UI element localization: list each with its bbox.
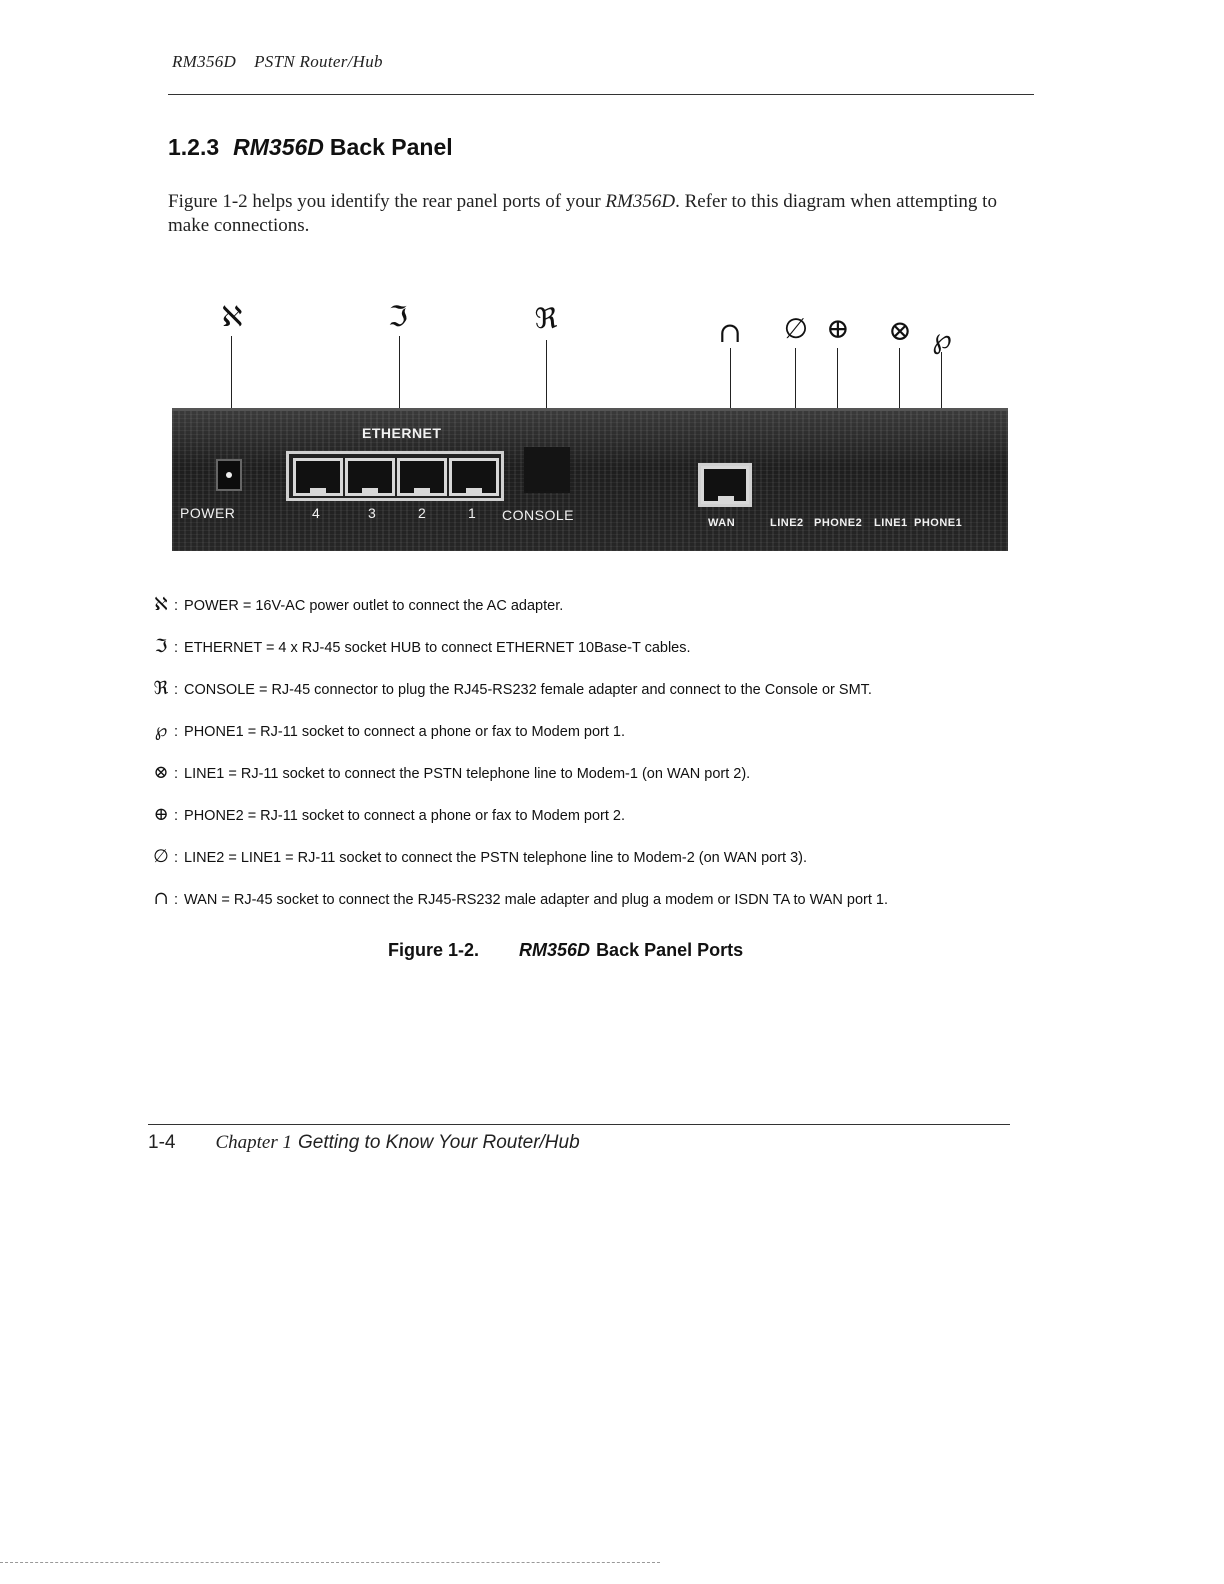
section-number: 1.2.3 bbox=[168, 134, 220, 160]
panel-label-port1: 1 bbox=[468, 505, 477, 521]
leader-line-ethernet bbox=[399, 336, 400, 418]
legend-symbol: ⊗ bbox=[153, 762, 169, 783]
panel-label-line1: LINE1 bbox=[874, 517, 908, 529]
callout-phone1-symbol: ℘ bbox=[932, 322, 952, 355]
intro-part2: . Refer to this diagram when attempting to make connections. bbox=[168, 191, 997, 236]
console-port bbox=[524, 447, 570, 493]
footer-chapter: Chapter 1 bbox=[215, 1132, 292, 1153]
ethernet-port-1 bbox=[449, 458, 499, 496]
legend-text: POWER = 16V-AC power outlet to connect the AC adapter. bbox=[184, 598, 564, 614]
callout-line1-symbol: ⊗ bbox=[888, 314, 912, 347]
panel-label-ethernet: ETHERNET bbox=[362, 425, 442, 441]
back-panel-image bbox=[172, 408, 1008, 551]
running-header bbox=[172, 52, 383, 72]
legend-text: WAN = RJ-45 socket to connect the RJ45-RS232 male adapter and plug a modem or ISDN TA to WAN port 1. bbox=[184, 892, 889, 908]
legend-symbol: ℜ bbox=[153, 678, 169, 699]
legend-symbol: ⊕ bbox=[153, 804, 169, 825]
caption-title: Back Panel Ports bbox=[596, 940, 744, 960]
legend-text: PHONE2 = RJ-11 socket to connect a phone or fax to Modem port 2. bbox=[184, 808, 626, 824]
section-heading bbox=[168, 134, 453, 161]
panel-label-wan: WAN bbox=[708, 517, 736, 529]
legend-text: PHONE1 = RJ-11 socket to connect a phone or fax to Modem port 1. bbox=[184, 724, 626, 740]
caption-model: RM356D bbox=[519, 940, 591, 960]
intro-paragraph bbox=[168, 190, 1008, 238]
running-footer bbox=[148, 1132, 580, 1154]
ethernet-port-4 bbox=[293, 458, 343, 496]
figure-number: Figure 1-2. bbox=[388, 940, 480, 960]
legend-text: LINE2 = LINE1 = RJ-11 socket to connect the PSTN telephone line to Modem-2 (on WAN port 3). bbox=[184, 850, 808, 866]
legend-item-line1: ⊗ : LINE1 = RJ-11 socket to connect the PSTN telephone line to Modem-1 (on WAN port 2). bbox=[150, 762, 750, 783]
wan-socket bbox=[701, 466, 749, 504]
power-jack bbox=[216, 459, 242, 491]
header-product: PSTN Router/Hub bbox=[254, 52, 383, 71]
legend-symbol: ∅ bbox=[153, 846, 169, 867]
section-model: RM356D bbox=[233, 134, 324, 160]
legend-text: LINE1 = RJ-11 socket to connect the PSTN telephone line to Modem-1 (on WAN port 2). bbox=[184, 766, 751, 782]
legend-symbol: ℑ bbox=[154, 636, 168, 657]
footer-title: Getting to Know Your Router/Hub bbox=[298, 1132, 580, 1153]
wan-port bbox=[698, 463, 752, 507]
legend-item-phone1: ℘ : PHONE1 = RJ-11 socket to connect a phone or fax to Modem port 1. bbox=[150, 720, 625, 741]
section-title-text: Back Panel bbox=[329, 134, 453, 160]
panel-label-port3: 3 bbox=[368, 505, 377, 521]
panel-label-console: CONSOLE bbox=[502, 507, 574, 523]
header-model: RM356D bbox=[172, 52, 237, 71]
panel-label-power: POWER bbox=[180, 505, 236, 521]
legend-item-power: ℵ : POWER = 16V-AC power outlet to connect the AC adapter. bbox=[150, 594, 563, 615]
scan-edge-line bbox=[0, 1562, 660, 1563]
callout-phone2-symbol: ⊕ bbox=[826, 312, 850, 345]
panel-label-port4: 4 bbox=[312, 505, 321, 521]
panel-label-phone2: PHONE2 bbox=[814, 517, 863, 529]
intro-part1: Figure 1-2 helps you identify the rear panel ports of your bbox=[168, 191, 606, 212]
legend-item-ethernet: ℑ : ETHERNET = 4 x RJ-45 socket HUB to connect ETHERNET 10Base-T cables. bbox=[150, 636, 691, 657]
legend-item-phone2: ⊕ : PHONE2 = RJ-11 socket to connect a phone or fax to Modem port 2. bbox=[150, 804, 625, 825]
panel-label-phone1: PHONE1 bbox=[914, 517, 963, 529]
legend-text: ETHERNET = 4 x RJ-45 socket HUB to connect ETHERNET 10Base-T cables. bbox=[184, 640, 691, 656]
legend-item-console: ℜ : CONSOLE = RJ-45 connector to plug the RJ45-RS232 female adapter and connect to the Console or SMT. bbox=[150, 678, 872, 699]
legend-symbol: ℵ bbox=[154, 594, 168, 615]
legend-symbol: ℘ bbox=[154, 720, 168, 741]
callout-wan-symbol: ∩ bbox=[718, 316, 742, 349]
footer-rule bbox=[148, 1124, 1010, 1125]
legend-item-line2: ∅ : LINE2 = LINE1 = RJ-11 socket to connect the PSTN telephone line to Modem-2 (on WAN port 3). bbox=[150, 846, 807, 867]
callout-ethernet-symbol: ℑ bbox=[388, 300, 408, 333]
header-rule bbox=[168, 94, 1034, 95]
panel-label-port2: 2 bbox=[418, 505, 427, 521]
intro-model: RM356D bbox=[605, 191, 676, 212]
legend-symbol: ∩ bbox=[153, 888, 169, 909]
callout-line2-symbol: ∅ bbox=[783, 312, 809, 345]
ethernet-port-2 bbox=[397, 458, 447, 496]
legend-text: CONSOLE = RJ-45 connector to plug the RJ45-RS232 female adapter and connect to the Console or SMT. bbox=[184, 682, 872, 698]
ethernet-port-3 bbox=[345, 458, 395, 496]
panel-label-line2: LINE2 bbox=[770, 517, 804, 529]
ethernet-port-group bbox=[286, 451, 504, 501]
page-number: 1-4 bbox=[148, 1132, 176, 1153]
figure-caption bbox=[388, 940, 743, 961]
callout-power-symbol: ℵ bbox=[221, 300, 243, 333]
callout-console-symbol: ℜ bbox=[534, 302, 558, 335]
legend-item-wan: ∩ : WAN = RJ-45 socket to connect the RJ45-RS232 male adapter and plug a modem or ISDN TA to WAN port 1. bbox=[150, 888, 888, 909]
